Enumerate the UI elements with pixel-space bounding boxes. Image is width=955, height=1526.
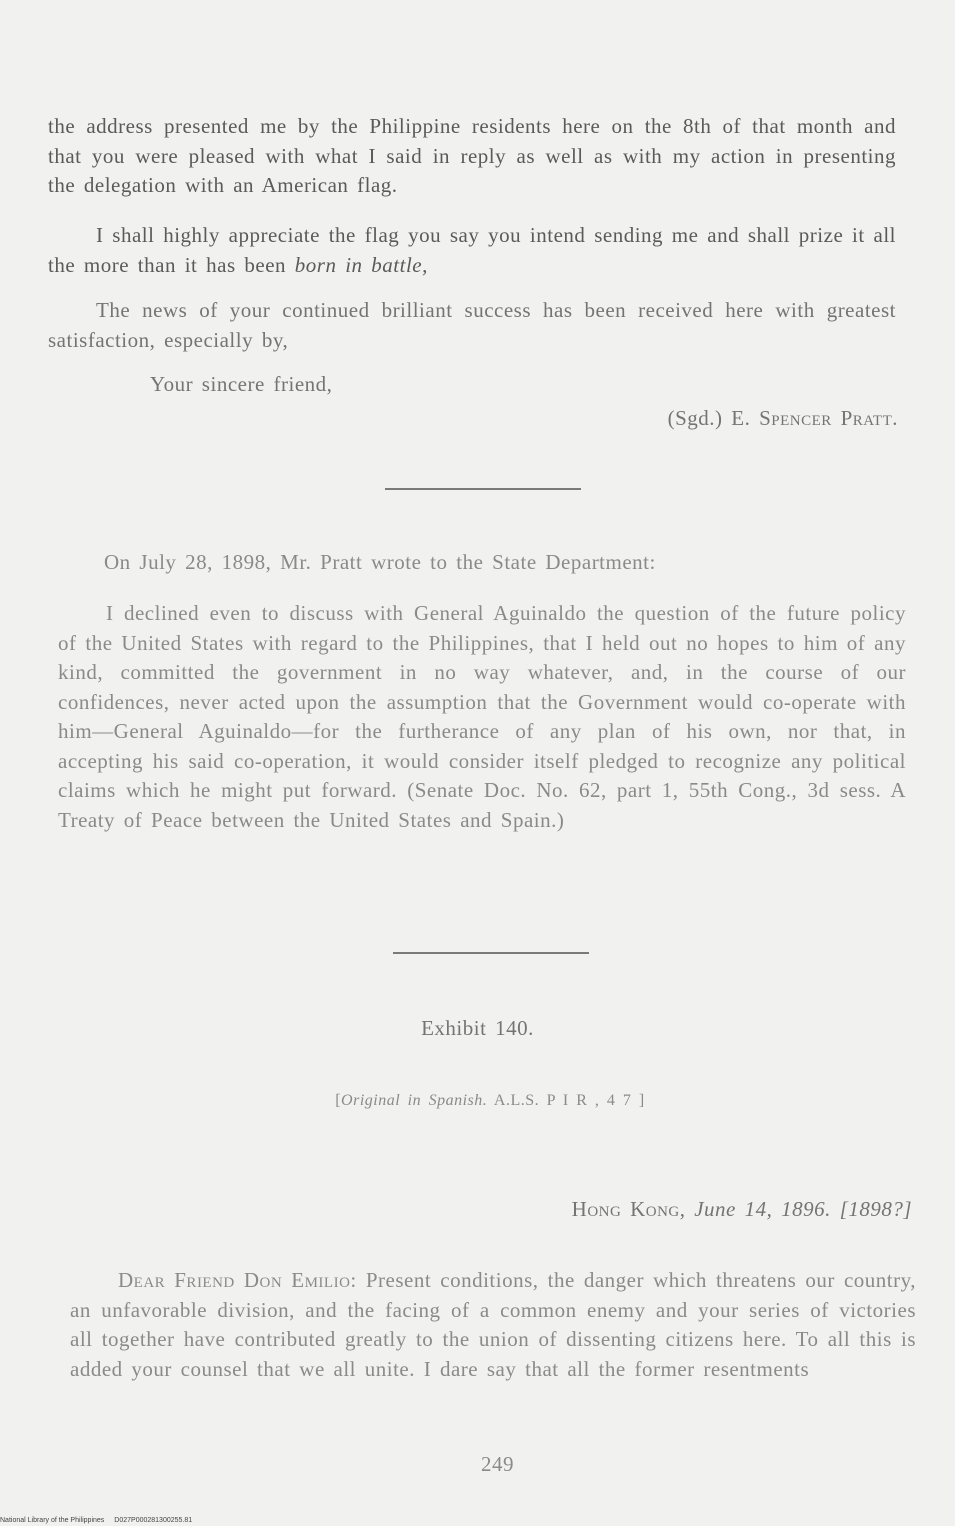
exhibit-body-text: Present conditions, the danger which threatens our country, an unfavorable division, and the facing of a common enemy and your series of victories all together have contributed greatly to the union of dissenting citizens here. To all this is added your counsel that we all unite. I dare say that all the former resentments [70,1268,916,1381]
letter-paragraph-3: The news of your continued brilliant success has been received here with greatest satisfaction, especially by, [48,298,896,352]
exhibit-source-note [0,1086,955,1116]
footer-library: National Library of the Philippines [0,1517,105,1524]
salutation: Dear Friend Don Emilio: [118,1268,357,1292]
page-number: 249 [481,1452,514,1476]
section-divider-2 [393,952,589,954]
letter-closing: Your sincere friend, [150,372,333,396]
note-italic: Original in Spanish. [341,1092,488,1109]
signature-name: E. Spencer Pratt. [731,406,898,430]
scan-footer [0,1517,202,1524]
letter-paragraph-2 [48,221,896,280]
exhibit-letter-body [70,1266,916,1384]
exhibit-title: Exhibit 140. [421,1016,534,1040]
section-divider-1 [385,488,581,490]
note-open: [ [335,1092,342,1109]
dateline-bracket: [1898?] [839,1197,912,1221]
dateline-place: Hong Kong, [571,1197,686,1221]
letter-paragraph-1: the address presented me by the Philippine residents here on the 8th of that month and that you were pleased with what I said in reply as well as with my action in presenting the delegation with an American flag. [48,114,896,197]
letter-paragraph-2-italic: born in battle, [294,252,428,277]
report-quote: I declined even to discuss with General Aguinaldo the question of the future policy of the United States with regard to the Philippines, that I held out no hopes to him of any kind, committed the government in no way whatever, and, in the course of our confidences, never acted upon the assumption that the Government would co-operate with him—General Aguinaldo—for the furtherance of any plan of his own, nor that, in accepting his said co-operation, it would consider itself pledged to recognize any political claims which he might put forward. (Senate Doc. No. 62, part 1, 55th Cong., 3d sess. A Treaty of Peace between the United States and Spain.) [58,601,906,832]
letter-paragraph-2-text: I shall highly appreciate the flag you say you intend sending me and shall prize it all the more than it has been [48,223,896,277]
note-rest: A.L.S. P I R , 4 7 ] [487,1092,645,1109]
letter-dateline [400,1195,912,1225]
letter-signature [500,404,898,434]
signature-prefix: (Sgd.) [667,406,723,430]
dateline-date: June 14, 1896. [694,1197,831,1221]
report-intro: On July 28, 1898, Mr. Pratt wrote to the State Department: [104,550,656,574]
footer-code: D027P000281300255.81 [114,1517,193,1524]
